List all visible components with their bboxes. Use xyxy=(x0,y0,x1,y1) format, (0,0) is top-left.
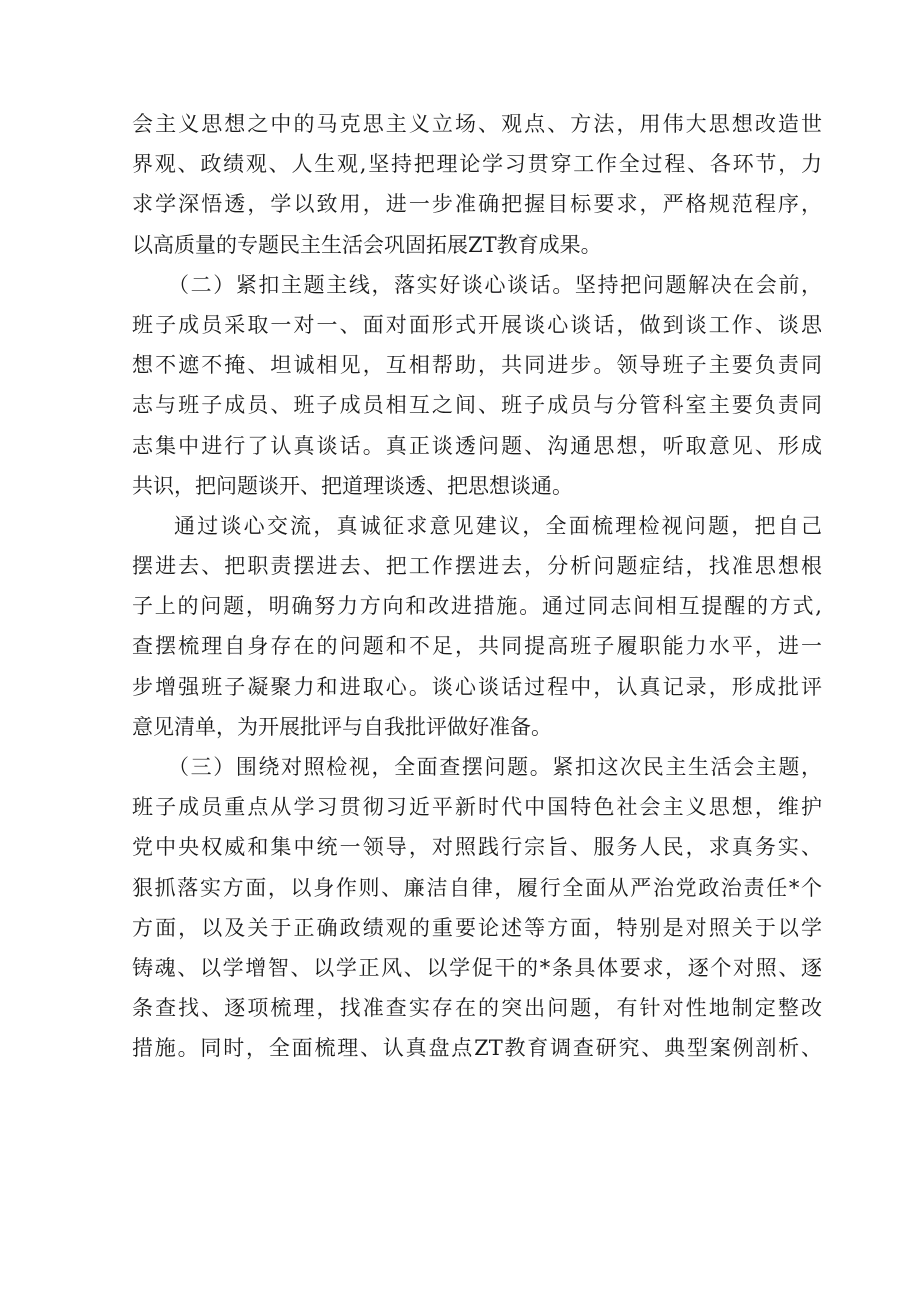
text-line: 措施。同时，全面梳理、认真盘点ZT教育调查研究、典型案例剖析、 xyxy=(132,1036,822,1061)
text-line: 共识，把问题谈开、把道理谈透、把思想谈通。 xyxy=(132,473,573,498)
paragraph-1 xyxy=(132,104,822,265)
text-line: 步增强班子凝聚力和进取心。谈心谈话过程中，认真记录，形成批评 xyxy=(132,674,822,699)
text-line: 以高质量的专题民主生活会巩固拓展ZT教育成果。 xyxy=(132,232,602,257)
text-line: （三）围绕对照检视，全面查摆问题。紧扣这次民主生活会主题， xyxy=(168,755,822,779)
text-line: 查摆梳理自身存在的问题和不足，共同提高班子履职能力水平，进一 xyxy=(132,634,822,659)
text-line: 狠抓落实方面，以身作则、廉洁自律，履行全面从严治党政治责任*个 xyxy=(132,875,822,900)
text-line: 通过谈心交流，真诚征求意见建议，全面梳理检视问题，把自己 xyxy=(174,513,822,538)
text-line: 摆进去、把职责摆进去、把工作摆进去，分析问题症结，找准思想根 xyxy=(132,554,822,579)
text-line: 子上的问题，明确努力方向和改进措施。通过同志间相互提醒的方式, xyxy=(132,594,822,619)
text-line: 党中央权威和集中统一领导，对照践行宗旨、服务人民，求真务实、 xyxy=(132,835,822,860)
text-line: 求学深悟透，学以致用，进一步准确把握目标要求，严格规范程序， xyxy=(132,192,822,217)
text-line: 班子成员采取一对一、面对面形式开展谈心谈话，做到谈工作、谈思 xyxy=(132,312,822,337)
text-line: 意见清单，为开展批评与自我批评做好准备。 xyxy=(132,714,552,739)
paragraph-2 xyxy=(132,265,822,506)
text-line: 班子成员重点从学习贯彻习近平新时代中国特色社会主义思想，维护 xyxy=(132,795,822,820)
text-line: 志与班子成员、班子成员相互之间、班子成员与分管科室主要负责同 xyxy=(132,393,822,418)
text-line: 志集中进行了认真谈话。真正谈透问题、沟通思想，听取意见、形成 xyxy=(132,433,822,458)
text-line: （二）紧扣主题主线，落实好谈心谈话。坚持把问题解决在会前， xyxy=(168,272,822,297)
text-line: 铸魂、以学增智、以学正风、以学促干的*条具体要求，逐个对照、逐 xyxy=(132,955,822,980)
text-line: 想不遮不掩、坦诚相见，互相帮助，共同进步。领导班子主要负责同 xyxy=(132,353,822,378)
text-line: 条查找、逐项梳理，找准查实存在的突出问题，有针对性地制定整改 xyxy=(132,996,822,1021)
document-body xyxy=(132,104,822,1069)
text-line: 界观、政绩观、人生观,坚持把理论学习贯穿工作全过程、各环节，力 xyxy=(132,152,822,177)
paragraph-4 xyxy=(132,747,822,1069)
paragraph-3 xyxy=(132,506,822,747)
text-line: 方面，以及关于正确政绩观的重要论述等方面，特别是对照关于以学 xyxy=(132,915,822,940)
text-line: 会主义思想之中的马克思主义立场、观点、方法，用伟大思想改造世 xyxy=(132,112,822,136)
